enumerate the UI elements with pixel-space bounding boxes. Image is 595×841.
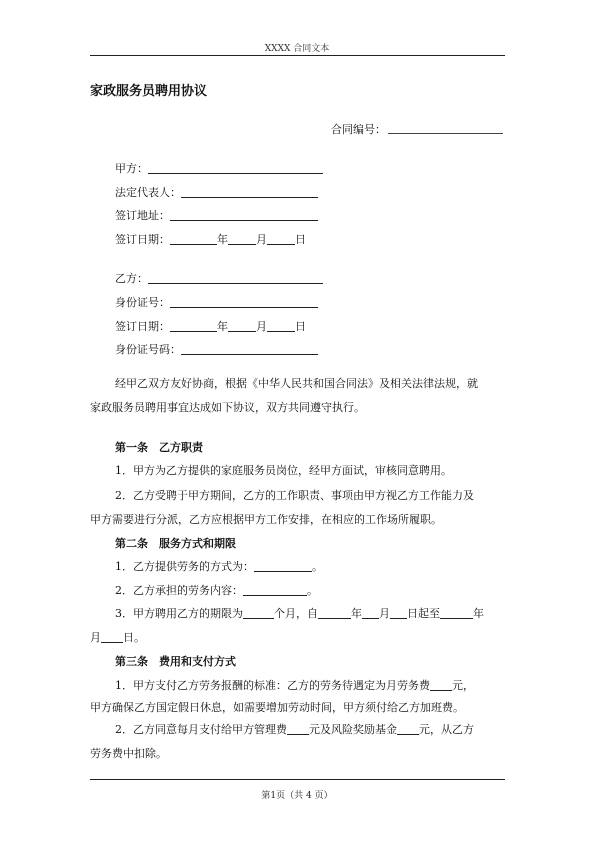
contract-number-label: 合同编号： — [331, 123, 386, 136]
contract-number — [331, 121, 503, 137]
intro-line-2: 家政服务员聘用事宜达成如下协议，双方共同遵守执行。 — [90, 401, 365, 414]
article-3-item-2-line-2: 劳务费中扣除。 — [90, 747, 167, 760]
party-b-date-label: 签订日期： — [115, 320, 170, 333]
contract-number-blank — [388, 123, 503, 134]
article-3-item-1 — [115, 677, 474, 693]
article-2-item-2 — [115, 582, 318, 598]
article-2-item-3 — [115, 605, 484, 621]
mgmt-text-b: 元及风险奖励基金 — [309, 723, 397, 736]
term-text-h: 日。 — [123, 631, 145, 644]
party-b-day-label: 日 — [295, 320, 306, 333]
mgmt-text-c: 元，从乙方 — [419, 723, 474, 736]
article-2-item-1-text: 1．乙方提供劳务的方式为： — [115, 560, 254, 573]
start-month-blank — [362, 607, 379, 619]
party-a-name-label: 甲方： — [115, 162, 148, 175]
article-2-item-1 — [115, 558, 323, 574]
end-year-blank — [440, 607, 473, 619]
party-a-day-label: 日 — [295, 233, 306, 246]
article-2-item-2-end: 。 — [307, 584, 318, 597]
party-b-month-blank — [228, 320, 256, 332]
end-day-blank — [101, 631, 123, 643]
start-day-blank — [390, 607, 407, 619]
party-a-name — [115, 160, 323, 176]
party-b-year-blank — [170, 320, 217, 332]
service-content-blank — [243, 584, 307, 596]
term-text-g: 月 — [90, 631, 101, 644]
page-footer: 第1页（共 4 页） — [261, 791, 333, 801]
footer-rule — [90, 779, 505, 780]
article-1-item-1: 1．甲方为乙方提供的家庭服务员岗位，经甲方面试，审核同意聘用。 — [115, 464, 452, 477]
term-text-a: 3．甲方聘用乙方的期限为 — [115, 607, 243, 620]
article-1-heading: 第一条 乙方职责 — [115, 441, 203, 454]
article-3-heading: 第三条 费用和支付方式 — [115, 655, 236, 668]
intro-line-1: 经甲乙双方友好协商，根据《中华人民共和国合同法》及相关法律法规，就 — [115, 377, 478, 390]
management-fee-blank — [287, 723, 309, 735]
term-text-d: 月 — [379, 607, 390, 620]
article-3-item-1-line-2: 甲方确保乙方国定假日休息，如需要增加劳动时间，甲方须付给乙方加班费。 — [90, 701, 464, 714]
risk-fund-blank — [397, 723, 419, 735]
service-method-blank — [254, 560, 312, 572]
article-2-item-3-line-2 — [90, 629, 145, 645]
party-a-month-blank — [228, 233, 256, 245]
mgmt-text-a: 2．乙方同意每月支付给甲方管理费 — [115, 723, 287, 736]
term-months-blank — [243, 607, 274, 619]
header-rule — [90, 55, 505, 56]
party-b-date — [115, 318, 306, 334]
term-text-f: 年 — [473, 607, 484, 620]
fee-text-a: 1．甲方支付乙方劳务报酬的标准：乙方的劳务待遇定为月劳务费 — [115, 679, 430, 692]
article-1-item-2-line-2: 甲方需要进行分派，乙方应根据甲方工作安排，在相应的工作场所履职。 — [90, 513, 442, 526]
page-header: XXXX 合同文本 — [264, 44, 330, 54]
term-text-b: 个月，自 — [274, 607, 318, 620]
party-b-month-label: 月 — [256, 320, 267, 333]
party-b-year-label: 年 — [217, 320, 228, 333]
party-a-address-label: 签订地址： — [115, 209, 170, 222]
party-b-name — [115, 270, 323, 286]
party-a-name-blank — [148, 162, 323, 174]
article-1-item-2-line-1: 2．乙方受聘于甲方期间，乙方的工作职责、事项由甲方视乙方工作能力及 — [115, 489, 474, 502]
article-3-item-2 — [115, 721, 474, 737]
party-a-date — [115, 231, 306, 247]
party-b-id-blank — [170, 296, 318, 308]
party-b-id-number-label: 身份证号码： — [115, 343, 181, 356]
party-b-id-number-blank — [181, 343, 318, 355]
term-text-e: 日起至 — [407, 607, 440, 620]
article-2-item-2-text: 2．乙方承担的劳务内容： — [115, 584, 243, 597]
party-a-rep — [115, 184, 318, 200]
party-b-id — [115, 294, 318, 310]
party-b-id-label: 身份证号： — [115, 296, 170, 309]
article-2-item-1-end: 。 — [312, 560, 323, 573]
party-b-id-number — [115, 341, 318, 357]
party-a-day-blank — [267, 233, 295, 245]
start-year-blank — [318, 607, 351, 619]
fee-text-b: 元， — [452, 679, 474, 692]
party-a-address-blank — [170, 209, 318, 221]
monthly-fee-blank — [430, 679, 452, 691]
party-a-rep-blank — [181, 186, 318, 198]
party-b-day-blank — [267, 320, 295, 332]
party-a-date-label: 签订日期： — [115, 233, 170, 246]
party-a-rep-label: 法定代表人： — [115, 186, 181, 199]
document-title: 家政服务员聘用协议 — [90, 84, 208, 99]
party-a-year-blank — [170, 233, 217, 245]
party-a-month-label: 月 — [256, 233, 267, 246]
party-a-year-label: 年 — [217, 233, 228, 246]
party-a-address — [115, 207, 318, 223]
party-b-name-blank — [148, 272, 323, 284]
party-b-name-label: 乙方： — [115, 272, 148, 285]
article-2-heading: 第二条 服务方式和期限 — [115, 537, 236, 550]
term-text-c: 年 — [351, 607, 362, 620]
